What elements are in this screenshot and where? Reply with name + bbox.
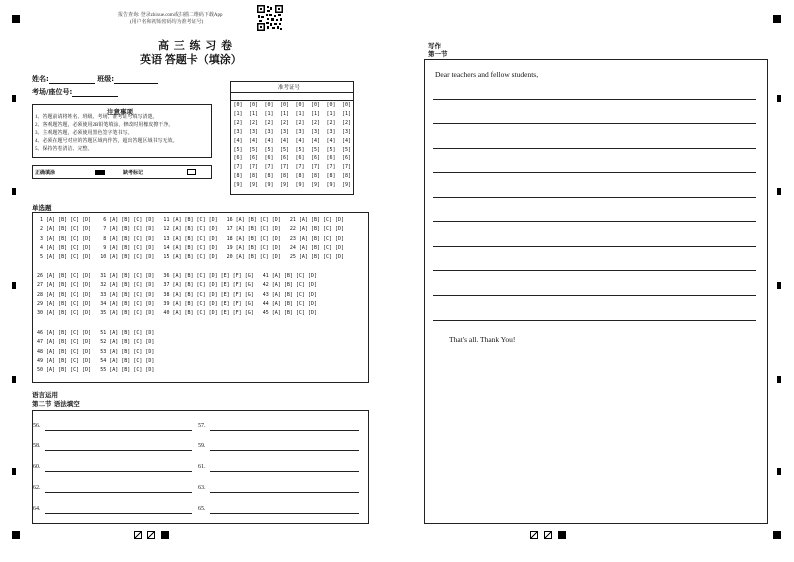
exam-id-column[interactable]	[324, 101, 338, 190]
exam-id-bubble[interactable]: [0]	[341, 102, 352, 108]
exam-id-column[interactable]	[262, 101, 276, 190]
page-mark-solid	[161, 531, 169, 539]
exam-id-bubble[interactable]: [1]	[279, 110, 290, 117]
exam-id-bubble[interactable]: [6]	[264, 155, 274, 162]
blank-answer-line[interactable]	[210, 423, 359, 431]
exam-id-bubble[interactable]: [3]	[264, 128, 274, 135]
exam-id-column[interactable]	[247, 101, 261, 190]
mcq-row[interactable]: 1 [A] [B] [C] [D] 6 [A] [B] [C] [D] 11 [A] [B] [C] [D] 16 [A] [B] [C] [D] 21 [A] [B] [C] [D]	[37, 217, 345, 223]
exam-id-bubble[interactable]: [1]	[233, 110, 243, 117]
page-mark-hatched	[147, 531, 155, 539]
corner-mark-tl	[12, 15, 20, 23]
exam-id-bubble[interactable]: [0]	[233, 102, 243, 108]
exam-id-bubble[interactable]: [8]	[310, 173, 321, 180]
edge-mark	[12, 376, 16, 383]
notice-item: 2、客观题答题，必须使用2B铅笔填涂，修改时用橡皮擦干净。	[35, 123, 174, 128]
exam-id-bubble[interactable]: [3]	[233, 128, 243, 135]
exam-id-column[interactable]	[340, 101, 354, 190]
writing-line[interactable]	[433, 270, 756, 271]
writing-line[interactable]	[433, 221, 756, 222]
absent-mark-checkbox[interactable]	[187, 169, 196, 175]
correct-fill-label: 正确填涂	[35, 170, 56, 176]
exam-id-bubble[interactable]: [4]	[295, 137, 305, 144]
mcq-row[interactable]: 28 [A] [B] [C] [D] 33 [A] [B] [C] [D] 38 [A] [B] [C] [D] [E] [F] [G] 43 [A] [B] [C] [D]	[37, 291, 317, 298]
notice-item: 3、主观题答题，必须使用黑色签字笔书写。	[35, 131, 133, 136]
exam-id-bubble[interactable]: [2]	[295, 119, 305, 126]
exam-id-bubble[interactable]: [2]	[248, 119, 259, 126]
blank-answer-line[interactable]	[45, 485, 192, 493]
writing-line[interactable]	[433, 295, 756, 296]
page-mark-hatched	[134, 531, 142, 539]
card-title: 英语 答题卡（填涂）	[140, 54, 242, 66]
writing-salutation: Dear teachers and fellow students,	[435, 70, 539, 79]
exam-id-bubble[interactable]: [8]	[279, 173, 290, 180]
exam-id-column[interactable]	[278, 101, 292, 190]
exam-id-bubble[interactable]: [8]	[295, 173, 305, 180]
exam-id-bubble[interactable]: [0]	[279, 102, 290, 108]
blank-answer-line[interactable]	[210, 485, 359, 493]
page-mark-hatched	[544, 531, 552, 539]
exam-id-bubble[interactable]: [7]	[233, 164, 243, 171]
correct-fill-sample	[95, 170, 105, 175]
exam-id-bubble[interactable]: [4]	[233, 137, 243, 144]
exam-id-bubble[interactable]: [6]	[310, 155, 321, 162]
notice-item: 1、答题前请将姓名、班级、考场、准考证号填写清楚。	[35, 115, 158, 120]
exam-id-bubble[interactable]: [6]	[341, 155, 352, 162]
exam-id-bubble[interactable]: [7]	[279, 164, 290, 171]
edge-mark	[12, 282, 16, 289]
exam-id-bubble[interactable]: [9]	[295, 182, 305, 189]
writing-closing: That's all. Thank You!	[449, 335, 516, 344]
exam-id-bubble[interactable]: [8]	[264, 173, 274, 180]
exam-id-bubble[interactable]: [5]	[279, 146, 290, 153]
class-label: 班级:	[97, 75, 115, 83]
mcq-row[interactable]: 46 [A] [B] [C] [D] 51 [A] [B] [C] [D]	[37, 330, 155, 336]
edge-mark	[12, 95, 16, 102]
exam-id-bubble[interactable]: [1]	[341, 110, 352, 117]
exam-id-bubble[interactable]: [4]	[248, 137, 259, 144]
exam-id-bubble[interactable]: [7]	[310, 164, 321, 171]
exam-id-bubble[interactable]: [4]	[326, 137, 336, 144]
exam-id-bubble[interactable]: [8]	[341, 173, 352, 180]
exam-id-bubble[interactable]: [9]	[341, 182, 352, 189]
exam-id-bubble[interactable]: [1]	[264, 110, 274, 117]
exam-id-bubble[interactable]: [9]	[233, 182, 243, 189]
exam-id-bubble[interactable]: [6]	[326, 155, 336, 162]
mcq-row[interactable]: 5 [A] [B] [C] [D] 10 [A] [B] [C] [D] 15 [A] [B] [C] [D] 20 [A] [B] [C] [D] 25 [A] [B] [C] [D]	[37, 254, 345, 261]
page-mark-hatched	[530, 531, 538, 539]
exam-id-bubble[interactable]: [7]	[326, 164, 336, 171]
corner-mark-br	[773, 531, 781, 539]
exam-id-bubble[interactable]: [3]	[310, 128, 321, 135]
writing-subtitle: 第一节	[428, 50, 448, 58]
name-field[interactable]	[32, 74, 158, 84]
exam-id-bubble[interactable]: [9]	[326, 182, 336, 189]
blank-number: 62.	[33, 485, 41, 491]
exam-id-column[interactable]	[293, 101, 307, 190]
exam-id-bubble[interactable]: [9]	[310, 182, 321, 189]
exam-id-bubble[interactable]: [6]	[295, 155, 305, 162]
exam-id-bubble[interactable]: [2]	[264, 119, 274, 126]
report-query-line: 报告查询: 登录zhixue.com或扫描二维码下载App	[118, 13, 223, 18]
mcq-row[interactable]: 4 [A] [B] [C] [D] 9 [A] [B] [C] [D] 14 [A] [B] [C] [D] 19 [A] [B] [C] [D] 24 [A] [B] [C] [D]	[37, 244, 345, 251]
writing-line[interactable]	[433, 320, 756, 321]
edge-mark	[777, 188, 781, 195]
language-use-title: 语言运用	[32, 391, 58, 399]
blank-number: 56.	[33, 423, 41, 429]
notice-title: 注意事项	[107, 108, 133, 116]
notice-box	[32, 104, 212, 158]
mcq-row[interactable]: 30 [A] [B] [C] [D] 35 [A] [B] [C] [D] 40 [A] [B] [C] [D] [E] [F] [G] 45 [A] [B] [C] [D]	[37, 310, 317, 317]
blank-number: 59.	[198, 443, 206, 449]
exam-id-bubble[interactable]: [5]	[295, 146, 305, 153]
edge-mark	[12, 468, 16, 475]
exam-id-column[interactable]	[231, 101, 245, 190]
exam-id-bubble[interactable]: [9]	[264, 182, 274, 189]
edge-mark	[777, 468, 781, 475]
writing-line[interactable]	[433, 246, 756, 247]
exam-id-bubble[interactable]: [9]	[279, 182, 290, 189]
exam-id-bubble[interactable]: [2]	[279, 119, 290, 126]
absent-mark-label: 缺考标记	[123, 170, 144, 176]
blank-number: 64.	[33, 506, 41, 512]
writing-line[interactable]	[433, 123, 756, 124]
exam-id-bubble[interactable]: [8]	[248, 173, 259, 180]
seat-label: 考场/座位号:	[32, 88, 73, 96]
exam-id-bubble[interactable]: [5]	[341, 146, 352, 153]
exam-id-bubble[interactable]: [7]	[295, 164, 305, 171]
notice-item: 4、必须在题号对应的答题区域内作答，超出答题区域书写无效。	[35, 139, 178, 144]
blank-answer-line[interactable]	[210, 506, 359, 514]
mcq-row[interactable]: 49 [A] [B] [C] [D] 54 [A] [B] [C] [D]	[37, 357, 155, 364]
mcq-row[interactable]: 26 [A] [B] [C] [D] 31 [A] [B] [C] [D] 36 [A] [B] [C] [D] [E] [F] [G] 41 [A] [B] [C] [D]	[37, 273, 317, 279]
exam-id-bubble[interactable]: [3]	[326, 128, 336, 135]
exam-id-bubble[interactable]: [1]	[310, 110, 321, 117]
exam-id-bubble[interactable]: [3]	[295, 128, 305, 135]
exam-id-bubble[interactable]: [9]	[248, 182, 259, 189]
exam-id-bubble[interactable]: [6]	[279, 155, 290, 162]
writing-box	[424, 59, 768, 524]
exam-id-bubble[interactable]: [8]	[326, 173, 336, 180]
writing-line[interactable]	[433, 148, 756, 149]
exam-id-title: 准考证号	[278, 85, 301, 91]
exam-title: 高 三 练 习 卷	[158, 40, 233, 52]
grammar-fill-subtitle: 第二节 语法填空	[32, 400, 80, 408]
mcq-row[interactable]: 47 [A] [B] [C] [D] 52 [A] [B] [C] [D]	[37, 339, 155, 346]
writing-line[interactable]	[433, 197, 756, 198]
exam-id-bubble[interactable]: [0]	[248, 102, 259, 108]
blank-number: 65.	[198, 506, 206, 512]
exam-id-bubble[interactable]: [1]	[248, 110, 259, 117]
exam-id-bubble[interactable]: [6]	[248, 155, 259, 162]
exam-id-bubble[interactable]: [5]	[233, 146, 243, 153]
mcq-row[interactable]: 48 [A] [B] [C] [D] 53 [A] [B] [C] [D]	[37, 348, 155, 355]
blank-answer-line[interactable]	[45, 506, 192, 514]
exam-id-bubble[interactable]: [2]	[341, 119, 352, 126]
exam-id-bubble[interactable]: [0]	[264, 102, 274, 108]
mcq-row[interactable]: 29 [A] [B] [C] [D] 34 [A] [B] [C] [D] 39 [A] [B] [C] [D] [E] [F] [G] 44 [A] [B] [C] [D]	[37, 300, 317, 307]
exam-id-bubble[interactable]: [2]	[326, 119, 336, 126]
name-label: 姓名:	[32, 75, 49, 83]
exam-id-bubble[interactable]: [1]	[295, 110, 305, 117]
blank-answer-line[interactable]	[210, 443, 359, 451]
exam-id-bubble[interactable]: [6]	[233, 155, 243, 162]
exam-id-bubble[interactable]: [2]	[233, 119, 243, 126]
exam-id-bubble[interactable]: [8]	[233, 173, 243, 180]
exam-id-bubble[interactable]: [3]	[341, 128, 352, 135]
blank-number: 61.	[198, 464, 206, 470]
writing-line[interactable]	[433, 99, 756, 100]
exam-id-bubble[interactable]: [7]	[341, 164, 352, 171]
writing-line[interactable]	[433, 172, 756, 173]
edge-mark	[777, 95, 781, 102]
seat-field[interactable]	[32, 87, 118, 97]
blank-number: 58.	[33, 443, 41, 449]
edge-mark	[12, 188, 16, 195]
fill-example-box	[32, 165, 212, 179]
exam-id-bubble[interactable]: [5]	[264, 146, 274, 153]
blank-number: 57.	[198, 423, 206, 429]
exam-id-bubble[interactable]: [0]	[326, 102, 336, 108]
exam-id-bubble[interactable]: [5]	[326, 146, 336, 153]
mcq-title: 单选题	[32, 204, 52, 212]
mcq-row[interactable]: 50 [A] [B] [C] [D] 55 [A] [B] [C] [D]	[37, 367, 155, 374]
exam-id-bubble[interactable]: [5]	[248, 146, 259, 153]
password-hint-line: (用户名和初始密码均为准考证号)	[130, 20, 204, 25]
blank-number: 60.	[33, 464, 41, 470]
corner-mark-bl	[12, 531, 20, 539]
blank-answer-line[interactable]	[45, 443, 192, 451]
edge-mark	[777, 282, 781, 289]
exam-id-bubble[interactable]: [7]	[264, 164, 274, 171]
exam-id-bubble[interactable]: [3]	[279, 128, 290, 135]
exam-id-bubble[interactable]: [4]	[341, 137, 352, 144]
mcq-row[interactable]: 2 [A] [B] [C] [D] 7 [A] [B] [C] [D] 12 [A] [B] [C] [D] 17 [A] [B] [C] [D] 22 [A] [B] [C] [D]	[37, 226, 345, 233]
exam-id-column[interactable]	[309, 101, 323, 190]
exam-id-bubble[interactable]: [7]	[248, 164, 259, 171]
exam-id-bubble[interactable]: [4]	[264, 137, 274, 144]
blank-answer-line[interactable]	[45, 464, 192, 472]
mcq-row[interactable]: 27 [A] [B] [C] [D] 32 [A] [B] [C] [D] 37 [A] [B] [C] [D] [E] [F] [G] 42 [A] [B] [C] [D]	[37, 282, 317, 289]
exam-id-bubble[interactable]: [1]	[326, 110, 336, 117]
blank-number: 63.	[198, 485, 206, 491]
page-mark-solid	[558, 531, 566, 539]
exam-id-bubble[interactable]: [5]	[310, 146, 321, 153]
exam-id-bubble[interactable]: [4]	[279, 137, 290, 144]
exam-id-bubble[interactable]: [2]	[310, 119, 321, 126]
writing-title: 写作	[428, 42, 441, 50]
blank-answer-line[interactable]	[45, 423, 192, 431]
mcq-row[interactable]: 3 [A] [B] [C] [D] 8 [A] [B] [C] [D] 13 [A] [B] [C] [D] 18 [A] [B] [C] [D] 23 [A] [B] [C] [D]	[37, 235, 345, 242]
edge-mark	[777, 376, 781, 383]
exam-id-bubble[interactable]: [4]	[310, 137, 321, 144]
blank-answer-line[interactable]	[210, 464, 359, 472]
exam-id-bubble[interactable]: [3]	[248, 128, 259, 135]
exam-id-bubble[interactable]: [0]	[295, 102, 305, 108]
exam-id-bubble[interactable]: [0]	[310, 102, 321, 108]
notice-item: 5、保持答卷清洁、完整。	[35, 147, 93, 152]
qr-code-icon[interactable]	[257, 5, 283, 31]
corner-mark-tr	[773, 15, 781, 23]
